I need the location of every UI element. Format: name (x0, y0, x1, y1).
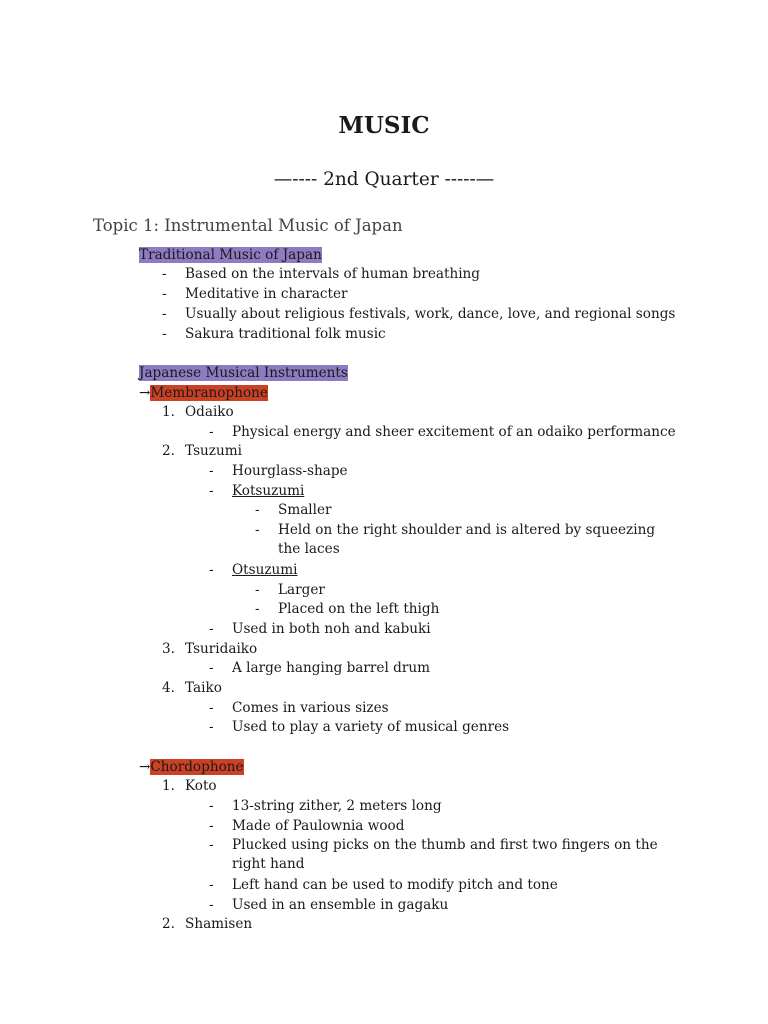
list-item: Made of Paulownia wood (232, 818, 405, 834)
subtype-otsuzumi: Otsuzumi (232, 562, 298, 578)
bullet-dash: - (209, 877, 214, 893)
category-label: Membranophone (150, 385, 268, 401)
list-item: Meditative in character (185, 286, 348, 302)
instrument-name: Koto (185, 778, 217, 794)
list-item: Sakura traditional folk music (185, 326, 386, 342)
section-heading-traditional: Traditional Music of Japan (139, 247, 322, 263)
bullet-dash: - (209, 818, 214, 834)
bullet-dash: - (209, 660, 214, 676)
bullet-dash: - (209, 621, 214, 637)
quarter-subtitle: —---- 2nd Quarter -----— (273, 169, 495, 190)
bullet-dash: - (209, 463, 214, 479)
list-number: 3. (162, 641, 175, 657)
list-item: Left hand can be used to modify pitch and tone (232, 877, 558, 893)
list-item: Physical energy and sheer excitement of an odaiko performance (232, 424, 676, 440)
list-item: Used in an ensemble in gagaku (232, 897, 449, 913)
bullet-dash: - (209, 798, 214, 814)
list-item: Larger (278, 582, 325, 598)
list-item: 13-string zither, 2 meters long (232, 798, 442, 814)
list-number: 1. (162, 404, 175, 420)
section-heading-instruments: Japanese Musical Instruments (139, 365, 348, 381)
list-item: Plucked using picks on the thumb and first two fingers on the right hand (232, 837, 658, 872)
bullet-dash: - (209, 424, 214, 440)
page-title: MUSIC (338, 112, 430, 139)
bullet-dash: - (209, 897, 214, 913)
bullet-dash: - (209, 719, 214, 735)
list-number: 4. (162, 680, 175, 696)
bullet-dash: - (162, 326, 167, 342)
subtype-kotsuzumi: Kotsuzumi (232, 483, 305, 499)
bullet-dash: - (209, 700, 214, 716)
arrow-icon: → (139, 385, 151, 401)
topic-heading: Topic 1: Instrumental Music of Japan (93, 216, 403, 235)
list-item: Held on the right shoulder and is altered by squeezing the laces (278, 522, 656, 557)
instrument-name: Tsuridaiko (185, 641, 258, 657)
list-number: 2. (162, 443, 175, 459)
bullet-dash: - (162, 266, 167, 282)
category-chordophone (139, 758, 244, 777)
instrument-name: Taiko (185, 680, 222, 696)
list-item: A large hanging barrel drum (232, 660, 430, 676)
list-number: 1. (162, 778, 175, 794)
bullet-dash: - (255, 582, 260, 598)
bullet-dash: - (255, 601, 260, 617)
list-item: Usually about religious festivals, work, dance, love, and regional songs (185, 306, 676, 322)
bullet-dash: - (209, 837, 214, 853)
arrow-icon: → (139, 759, 151, 775)
list-item: Used to play a variety of musical genres (232, 719, 510, 735)
list-item: Placed on the left thigh (278, 601, 440, 617)
bullet-dash: - (209, 562, 214, 578)
instrument-name: Odaiko (185, 404, 234, 420)
bullet-dash: - (162, 286, 167, 302)
instrument-name: Shamisen (185, 916, 253, 932)
category-membranophone (139, 384, 268, 403)
list-item: Comes in various sizes (232, 700, 389, 716)
category-label: Chordophone (150, 759, 244, 775)
bullet-dash: - (255, 502, 260, 518)
list-item: Hourglass-shape (232, 463, 348, 479)
list-item: Used in both noh and kabuki (232, 621, 431, 637)
list-item: Smaller (278, 502, 332, 518)
instrument-name: Tsuzumi (185, 443, 242, 459)
list-number: 2. (162, 916, 175, 932)
bullet-dash: - (255, 522, 260, 538)
bullet-dash: - (209, 483, 214, 499)
list-item: Based on the intervals of human breathing (185, 266, 481, 282)
bullet-dash: - (162, 306, 167, 322)
